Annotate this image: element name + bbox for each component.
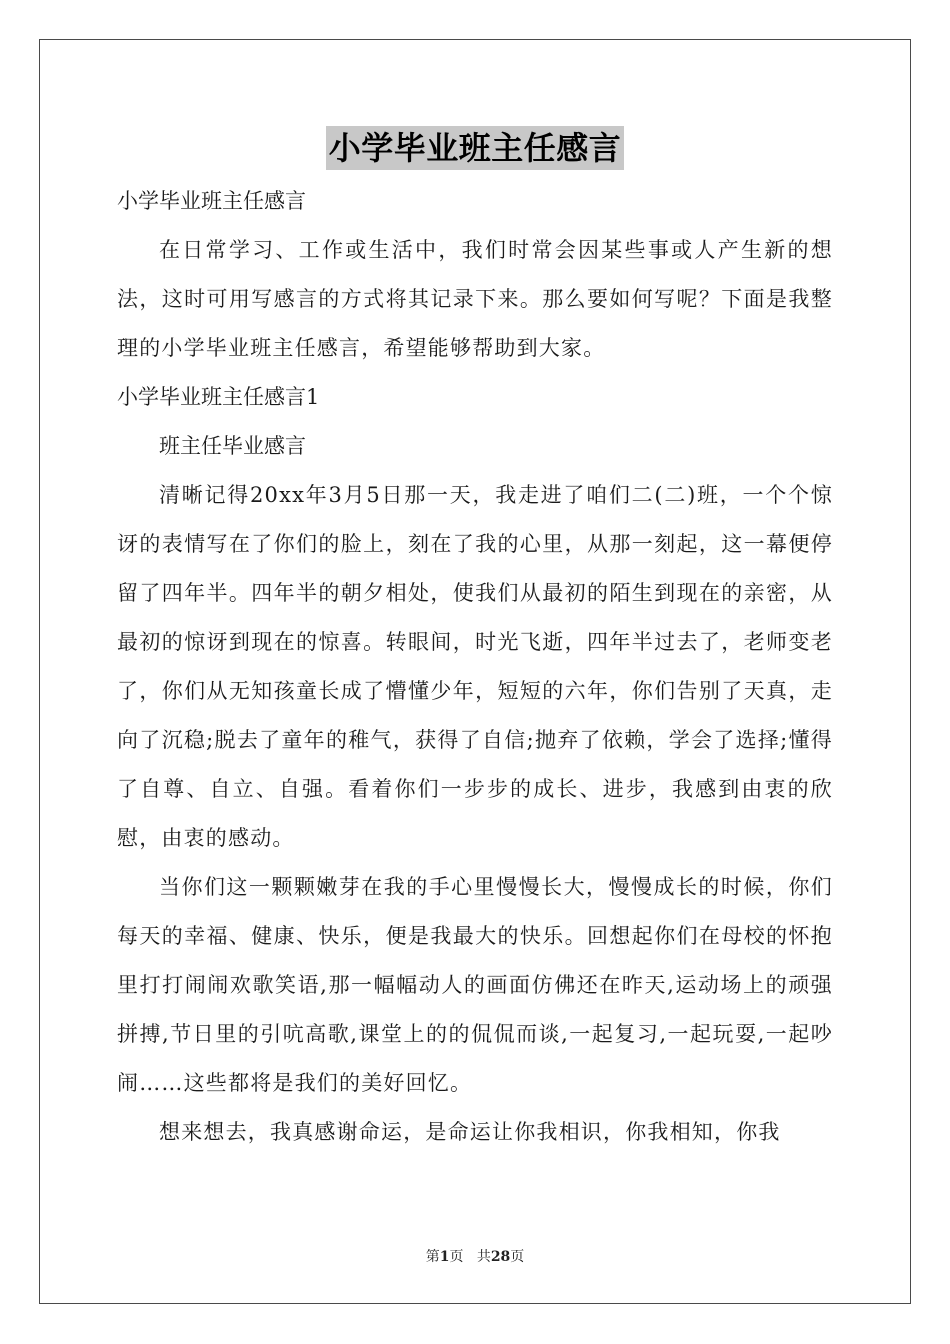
total-suffix: 页	[510, 1249, 525, 1265]
total-pages-number: 28	[490, 1249, 511, 1265]
body-paragraph-2: 当你们这一颗颗嫩芽在我的手心里慢慢长大，慢慢成长的时候，你们每天的幸福、健康、快乐，便是我最大的快乐。回想起你们在母校的怀抱里打打闹闹欢歌笑语,那一幅幅动人的画面仿佛还在昨天,运动场上的顽强拼搏,节日里的引吭高歌,课堂上的的侃侃而谈,一起复习,一起玩耍,一起吵闹……这些都将是我们的美好回忆。	[117, 875, 833, 1095]
body-paragraph-1: 清晰记得20xx年3月5日那一天，我走进了咱们二(二)班，一个个惊讶的表情写在了你们的脸上，刻在了我的心里，从那一刻起，这一幕便停留了四年半。四年半的朝夕相处，使我们从最初的陌生到现在的亲密，从最初的惊讶到现在的惊喜。转眼间，时光飞逝，四年半过去了，老师变老了，你们从无知孩童长成了懵懂少年，短短的六年，你们告别了天真，走向了沉稳;脱去了童年的稚气，获得了自信;抛弃了依赖，学会了选择;懂得了自尊、自立、自强。看着你们一步步的成长、进步，我感到由衷的欣慰，由衷的感动。	[117, 483, 833, 850]
page-footer	[0, 1246, 950, 1266]
page-prefix: 第	[425, 1249, 440, 1265]
intro-paragraph: 在日常学习、工作或生活中，我们时常会因某些事或人产生新的想法，这时可用写感言的方式将其记录下来。那么要如何写呢？下面是我整理的小学毕业班主任感言，希望能够帮助到大家。	[117, 238, 833, 360]
document-subtitle: 小学毕业班主任感言	[117, 189, 306, 213]
section-subheading: 班主任毕业感言	[159, 434, 306, 458]
body-paragraph-3: 想来想去，我真感谢命运，是命运让你我相识，你我相知，你我	[159, 1120, 781, 1144]
section-heading: 小学毕业班主任感言1	[117, 385, 320, 409]
total-prefix: 共	[476, 1249, 491, 1265]
title-container	[0, 126, 950, 170]
document-title: 小学毕业班主任感言	[326, 126, 625, 170]
document-body	[117, 177, 833, 1157]
current-page-number: 1	[439, 1249, 450, 1265]
page-suffix: 页	[449, 1249, 464, 1265]
